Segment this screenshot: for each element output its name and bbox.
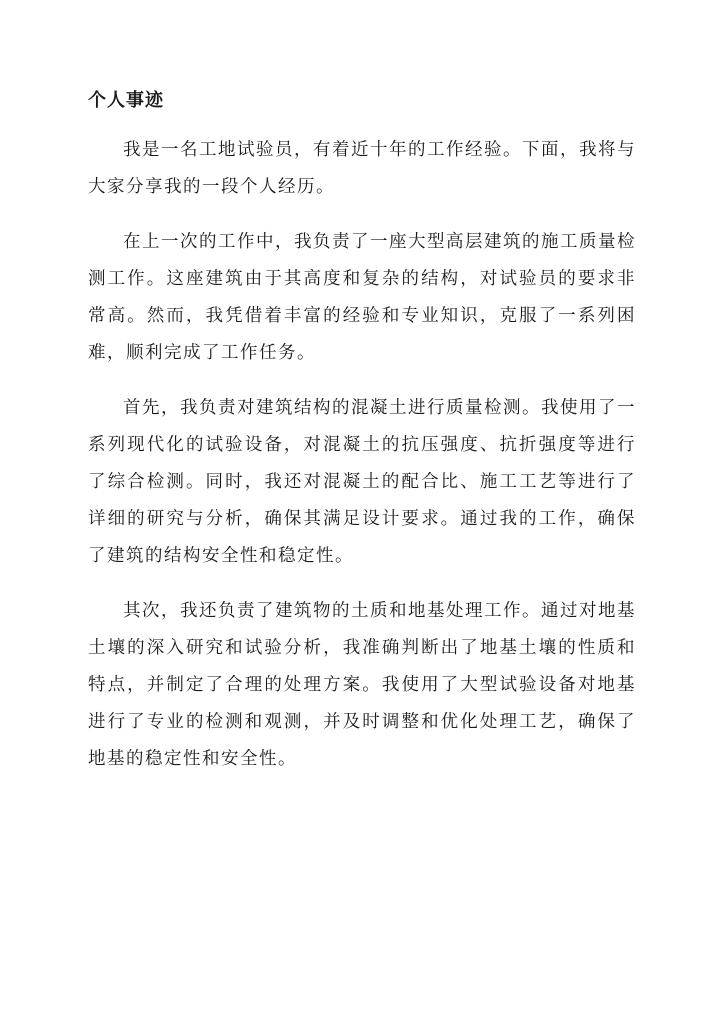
paragraph-3: 首先，我负责对建筑结构的混凝土进行质量检测。我使用了一系列现代化的试验设备，对混凝土的抗压强度、抗折强度等进行了综合检测。同时，我还对混凝土的配合比、施工工艺等进行了详细的研究与分析，确保其满足设计要求。通过我的工作，确保了建筑的结构安全性和稳定性。: [88, 398, 636, 566]
paragraph-2: 在上一次的工作中，我负责了一座大型高层建筑的施工质量检测工作。这座建筑由于其高度和复杂的结构，对试验员的要求非常高。然而，我凭借着丰富的经验和专业知识，克服了一系列困难，顺利完成了工作任务。: [88, 232, 636, 363]
paragraph-1: 我是一名工地试验员，有着近十年的工作经验。下面，我将与大家分享我的一段个人经历。: [88, 140, 636, 197]
document-page: [88, 88, 636, 796]
document-title: 个人事迹: [88, 90, 164, 111]
paragraph-4: 其次，我还负责了建筑物的土质和地基处理工作。通过对地基土壤的深入研究和试验分析，我准确判断出了地基土壤的性质和特点，并制定了合理的处理方案。我使用了大型试验设备对地基进行了专业的检测和观测，并及时调整和优化处理工艺，确保了地基的稳定性和安全性。: [88, 601, 636, 769]
